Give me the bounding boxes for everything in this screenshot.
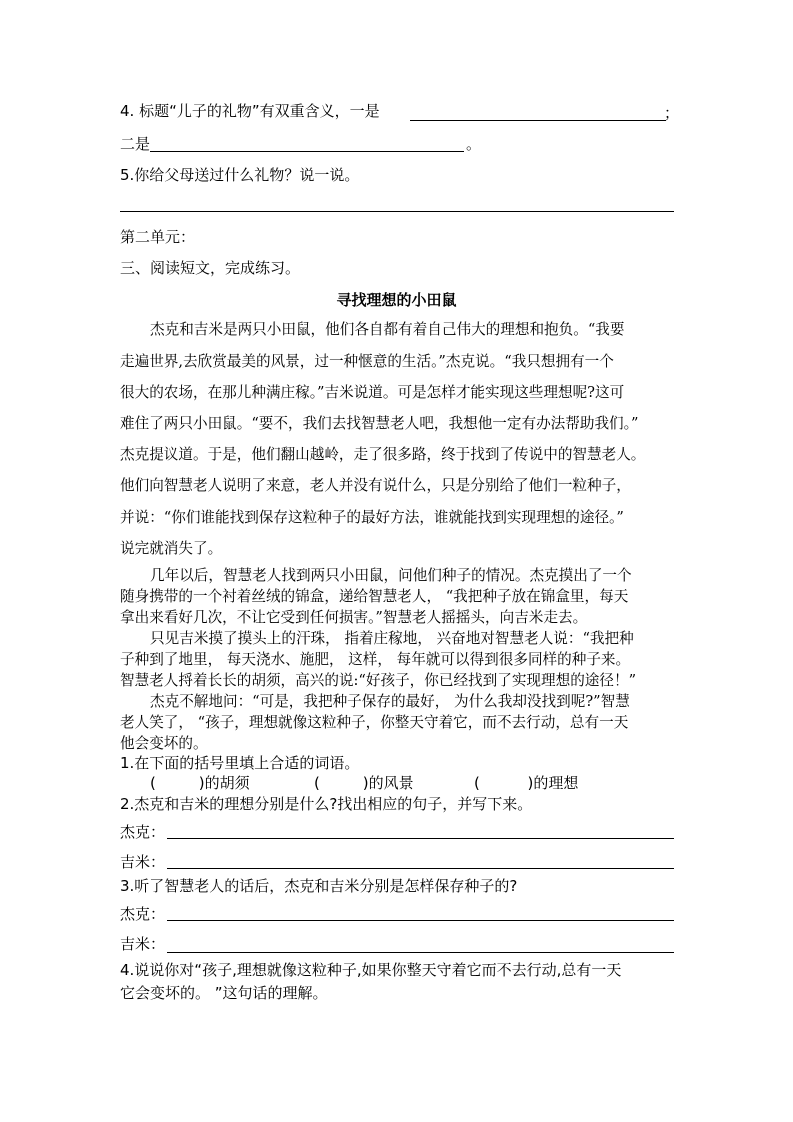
paren-blank-1[interactable]: ( )	[150, 774, 205, 792]
ex-q3-jack-label: 杰克：	[120, 905, 166, 923]
ex-q1-blanks	[150, 773, 250, 793]
story-line: 子种到了地里， 每天浇水、施肥， 这样， 每年就可以得到很多同样的种子来。	[120, 651, 631, 668]
ex-q3-jack-answer-line[interactable]	[167, 920, 674, 921]
q4-line2-end: 。	[466, 135, 482, 153]
q4-semicolon: ；	[664, 104, 680, 122]
story-line: 智慧老人捋着长长的胡须，高兴的说:“好孩子，你已经找到了实现理想的途径！”	[120, 672, 637, 689]
blank-1-word: 的胡须	[204, 774, 250, 792]
blank-2-word: 的风景	[368, 774, 414, 792]
story-line: 几年以后，智慧老人找到两只小田鼠，问他们种子的情况。杰克摸出了一个	[150, 567, 632, 584]
story-line: 只见吉米摸了摸头上的汗珠， 指着庄稼地， 兴奋地对智慧老人说：“我把种	[150, 630, 634, 647]
ex-q1-text: 1.在下面的括号里填上合适的词语。	[120, 754, 360, 772]
q4-line2-prefix: 二是	[120, 135, 151, 153]
ex-q1-blank-3	[474, 773, 578, 793]
ex-q3-jimmy-answer-line[interactable]	[167, 952, 674, 953]
story-line: 并说：“你们谁能找到保存这粒种子的最好方法，谁就能找到实现理想的途径。”	[120, 509, 624, 526]
ex-q2-text: 2.杰克和吉米的理想分别是什么?找出相应的句子，并写下来。	[120, 795, 533, 813]
unit2-label: 第二单元：	[120, 228, 196, 246]
ex-q4-line2: 它会变坏的。 ”这句话的理解。	[120, 984, 328, 1002]
story-line: 随身携带的一个衬着丝绒的锦盒，递给智慧老人， “我把种子放在锦盒里，每天	[120, 588, 629, 605]
story-line: 走遍世界,去欣赏最美的风景，过一种惬意的生活。”杰克说。“我只想拥有一个	[120, 353, 614, 370]
blank-3-word: 的理想	[533, 774, 579, 792]
ex-q3-jimmy-label: 吉米：	[120, 935, 166, 953]
ex-q2-jimmy-label: 吉米：	[120, 853, 166, 871]
story-line: 说完就消失了。	[120, 540, 223, 557]
story-line: 他们向智慧老人说明了来意，老人并没有说什么，只是分别给了他们一粒种子，	[120, 477, 631, 494]
paren-blank-3[interactable]: ( )	[474, 774, 534, 792]
story-title: 寻找理想的小田鼠	[336, 291, 457, 309]
q4-text: 4. 标题“儿子的礼物”有双重含义，一是	[120, 102, 380, 120]
paren-blank-2[interactable]: ( )	[314, 774, 369, 792]
story-line: 他会变坏的。	[120, 735, 208, 752]
story-line: 难住了两只小田鼠。“要不，我们去找智慧老人吧，我想他一定有办法帮助我们。”	[120, 415, 639, 432]
ex-q4-line1: 4.说说你对“孩子,理想就像这粒种子,如果你整天守着它而不去行动,总有一天	[120, 961, 622, 979]
ex-q2-jimmy-answer-line[interactable]	[167, 868, 674, 869]
q5-answer-line[interactable]	[120, 211, 674, 212]
story-line: 杰克提议道。于是，他们翻山越岭，走了很多路，终于找到了传说中的智慧老人。	[120, 446, 646, 463]
ex-q2-jack-label: 杰克：	[120, 823, 166, 841]
ex-q1-blank-2	[314, 773, 414, 793]
ex-q3-text: 3.听了智慧老人的话后，杰克和吉米分别是怎样保存种子的?	[120, 877, 518, 895]
ex-q2-jack-answer-line[interactable]	[167, 838, 674, 839]
story-line: 杰克不解地问：“可是，我把种子保存的最好， 为什么我却没找到呢?”智慧	[150, 693, 630, 710]
q4-answer-line-2[interactable]	[150, 151, 464, 152]
q4-line1	[120, 101, 380, 121]
q5-text: 5.你给父母送过什么礼物？说一说。	[120, 166, 360, 184]
story-line: 老人笑了， “孩子，理想就像这粒种子，你整天守着它，而不去行动，总有一天	[120, 714, 629, 731]
section3-label: 三、阅读短文，完成练习。	[120, 259, 301, 277]
story-line: 很大的农场，在那儿种满庄稼。”吉米说道。可是怎样才能实现这些理想呢?这可	[120, 384, 625, 401]
q4-answer-line-1[interactable]	[410, 120, 666, 121]
story-line: 拿出来看好几次，不让它受到任何损害。”智慧老人摇摇头，向吉米走去。	[120, 609, 588, 626]
story-line: 杰克和吉米是两只小田鼠，他们各自都有着自己伟大的理想和抱负。“我要	[150, 321, 625, 338]
